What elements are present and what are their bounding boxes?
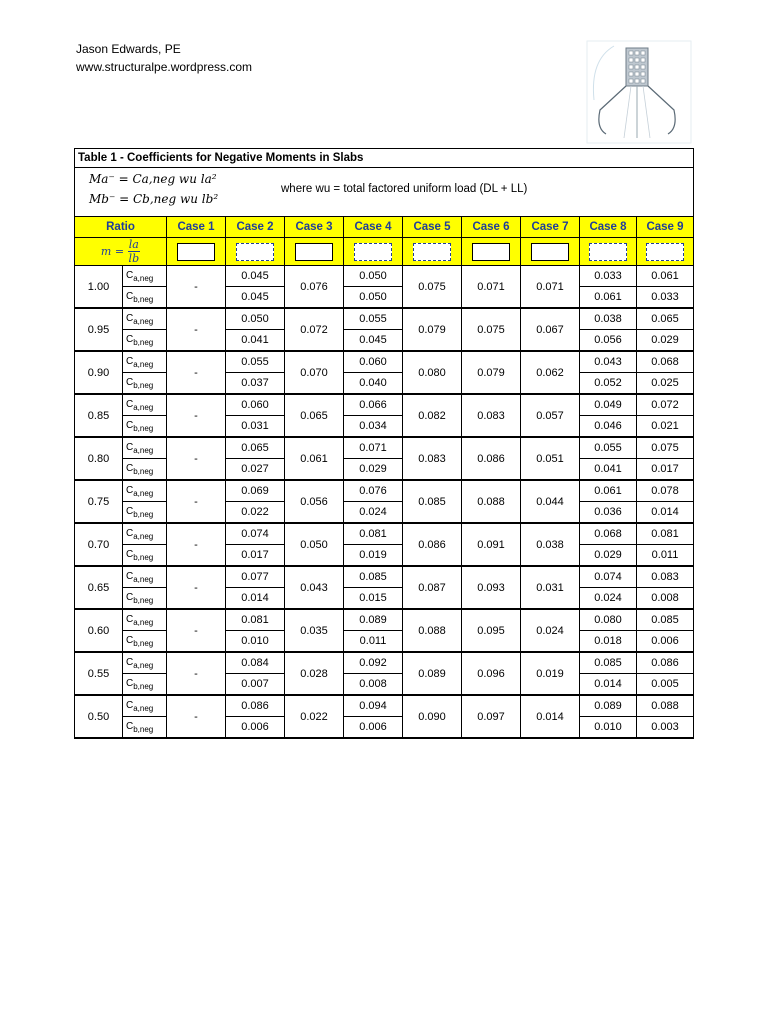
case4-a-value: 0.050: [344, 266, 403, 287]
case-header-8: Case 8: [580, 217, 637, 238]
case3-value: 0.056: [285, 480, 344, 523]
coef-label-a: $C_{a,neg}$: [123, 308, 167, 330]
case4-b-value: 0.050: [344, 287, 403, 309]
case8-b-value: 0.010: [580, 717, 637, 739]
case8-a-value: 0.055: [580, 437, 637, 459]
coef-label-a: $C_{a,neg}$: [123, 566, 167, 588]
case4-b-value: 0.040: [344, 373, 403, 395]
case2-b-value: 0.010: [226, 631, 285, 653]
case4-a-value: 0.055: [344, 308, 403, 330]
case7-value: 0.019: [521, 652, 580, 695]
ratio-value: 0.85: [75, 394, 123, 437]
case5-value: 0.082: [403, 394, 462, 437]
case-diagram-3: [285, 238, 344, 266]
author-website: www.structuralpe.wordpress.com: [76, 60, 253, 74]
case2-a-value: 0.074: [226, 523, 285, 545]
case-diagram-8: [580, 238, 637, 266]
coef-label-a: $C_{a,neg}$: [123, 652, 167, 674]
coef-label-b: $C_{b,neg}$: [123, 588, 167, 610]
case3-value: 0.043: [285, 566, 344, 609]
where-note: where wu = total factored uniform load (DL + LL): [281, 183, 528, 195]
coef-label-a: $C_{a,neg}$: [123, 266, 167, 287]
case3-value: 0.050: [285, 523, 344, 566]
ratio-value: 0.75: [75, 480, 123, 523]
case2-a-value: 0.069: [226, 480, 285, 502]
formula-block: [75, 168, 694, 217]
coef-label-b: $C_{b,neg}$: [123, 545, 167, 567]
ratio-value: 0.90: [75, 351, 123, 394]
case9-b-value: 0.005: [637, 674, 694, 696]
case-header-5: Case 5: [403, 217, 462, 238]
ratio-value: 0.95: [75, 308, 123, 351]
case9-a-value: 0.075: [637, 437, 694, 459]
case2-b-value: 0.041: [226, 330, 285, 352]
case7-value: 0.067: [521, 308, 580, 351]
case6-value: 0.071: [462, 266, 521, 309]
case4-b-value: 0.015: [344, 588, 403, 610]
case1-value: -: [167, 308, 226, 351]
case9-a-value: 0.078: [637, 480, 694, 502]
case4-b-value: 0.024: [344, 502, 403, 524]
case-header-1: Case 1: [167, 217, 226, 238]
case6-value: 0.095: [462, 609, 521, 652]
case8-b-value: 0.014: [580, 674, 637, 696]
coef-label-a: $C_{a,neg}$: [123, 437, 167, 459]
case4-b-value: 0.006: [344, 717, 403, 739]
case4-b-value: 0.029: [344, 459, 403, 481]
case4-b-value: 0.034: [344, 416, 403, 438]
case8-a-value: 0.068: [580, 523, 637, 545]
ratio-value: 0.50: [75, 695, 123, 738]
case2-b-value: 0.014: [226, 588, 285, 610]
coef-label-b: $C_{b,neg}$: [123, 459, 167, 481]
case2-b-value: 0.027: [226, 459, 285, 481]
case-header-2: Case 2: [226, 217, 285, 238]
case6-value: 0.075: [462, 308, 521, 351]
building-logo-icon: [586, 40, 692, 144]
case9-a-value: 0.072: [637, 394, 694, 416]
case7-value: 0.038: [521, 523, 580, 566]
case5-value: 0.075: [403, 266, 462, 309]
case9-b-value: 0.017: [637, 459, 694, 481]
slab-edge-icon: [413, 243, 451, 261]
slab-edge-icon: [646, 243, 684, 261]
case2-a-value: 0.086: [226, 695, 285, 717]
case-diagram-6: [462, 238, 521, 266]
case6-value: 0.097: [462, 695, 521, 738]
case4-a-value: 0.076: [344, 480, 403, 502]
case9-b-value: 0.029: [637, 330, 694, 352]
case-diagram-2: [226, 238, 285, 266]
case1-value: -: [167, 351, 226, 394]
ratio-formula: [75, 238, 167, 266]
case1-value: -: [167, 266, 226, 309]
coefficients-table: [74, 148, 694, 739]
case3-value: 0.061: [285, 437, 344, 480]
case2-a-value: 0.081: [226, 609, 285, 631]
case8-a-value: 0.080: [580, 609, 637, 631]
case2-b-value: 0.031: [226, 416, 285, 438]
case6-value: 0.079: [462, 351, 521, 394]
case8-a-value: 0.038: [580, 308, 637, 330]
slab-edge-icon: [177, 243, 215, 261]
ratio-value: 0.80: [75, 437, 123, 480]
case5-value: 0.083: [403, 437, 462, 480]
case5-value: 0.090: [403, 695, 462, 738]
case2-a-value: 0.050: [226, 308, 285, 330]
coef-label-b: $C_{b,neg}$: [123, 330, 167, 352]
case9-b-value: 0.011: [637, 545, 694, 567]
coef-label-b: $C_{b,neg}$: [123, 287, 167, 309]
case-header-6: Case 6: [462, 217, 521, 238]
case-diagram-5: [403, 238, 462, 266]
case-header-7: Case 7: [521, 217, 580, 238]
coef-label-b: $C_{b,neg}$: [123, 674, 167, 696]
case5-value: 0.089: [403, 652, 462, 695]
case2-b-value: 0.037: [226, 373, 285, 395]
case5-value: 0.086: [403, 523, 462, 566]
case7-value: 0.031: [521, 566, 580, 609]
coef-label-a: $C_{a,neg}$: [123, 523, 167, 545]
case9-b-value: 0.025: [637, 373, 694, 395]
case5-value: 0.087: [403, 566, 462, 609]
case4-a-value: 0.060: [344, 351, 403, 373]
ratio-header: Ratio: [75, 217, 167, 238]
case8-b-value: 0.061: [580, 287, 637, 309]
coef-label-b: $C_{b,neg}$: [123, 717, 167, 739]
case8-b-value: 0.024: [580, 588, 637, 610]
case8-a-value: 0.061: [580, 480, 637, 502]
case9-a-value: 0.088: [637, 695, 694, 717]
case-header-4: Case 4: [344, 217, 403, 238]
author-name: Jason Edwards, PE: [76, 42, 181, 56]
case9-b-value: 0.006: [637, 631, 694, 653]
case9-a-value: 0.068: [637, 351, 694, 373]
case1-value: -: [167, 695, 226, 738]
case-diagram-9: [637, 238, 694, 266]
case-diagram-1: [167, 238, 226, 266]
case4-b-value: 0.008: [344, 674, 403, 696]
case8-a-value: 0.074: [580, 566, 637, 588]
slab-edge-icon: [295, 243, 333, 261]
case6-value: 0.096: [462, 652, 521, 695]
case3-value: 0.022: [285, 695, 344, 738]
ratio-numerator: la: [128, 238, 139, 251]
ratio-value: 0.65: [75, 566, 123, 609]
case8-a-value: 0.085: [580, 652, 637, 674]
coef-label-b: $C_{b,neg}$: [123, 373, 167, 395]
case9-a-value: 0.081: [637, 523, 694, 545]
case4-a-value: 0.081: [344, 523, 403, 545]
case6-value: 0.088: [462, 480, 521, 523]
case1-value: -: [167, 652, 226, 695]
case8-b-value: 0.056: [580, 330, 637, 352]
case6-value: 0.093: [462, 566, 521, 609]
ratio-denominator: lb: [128, 252, 140, 265]
case9-b-value: 0.021: [637, 416, 694, 438]
ratio-value: 0.60: [75, 609, 123, 652]
case5-value: 0.088: [403, 609, 462, 652]
case4-a-value: 0.085: [344, 566, 403, 588]
case3-value: 0.035: [285, 609, 344, 652]
case1-value: -: [167, 609, 226, 652]
formula-ma: Ma⁻ = Ca,neg wu la²: [89, 172, 217, 186]
case7-value: 0.071: [521, 266, 580, 309]
case2-b-value: 0.022: [226, 502, 285, 524]
case2-a-value: 0.060: [226, 394, 285, 416]
case5-value: 0.080: [403, 351, 462, 394]
coef-label-a: $C_{a,neg}$: [123, 480, 167, 502]
case5-value: 0.079: [403, 308, 462, 351]
case2-a-value: 0.065: [226, 437, 285, 459]
case3-value: 0.065: [285, 394, 344, 437]
ratio-value: 0.70: [75, 523, 123, 566]
ratio-value: 0.55: [75, 652, 123, 695]
case8-b-value: 0.041: [580, 459, 637, 481]
case4-b-value: 0.019: [344, 545, 403, 567]
slab-edge-icon: [354, 243, 392, 261]
case4-a-value: 0.092: [344, 652, 403, 674]
case9-b-value: 0.003: [637, 717, 694, 739]
case7-value: 0.024: [521, 609, 580, 652]
case7-value: 0.044: [521, 480, 580, 523]
case6-value: 0.083: [462, 394, 521, 437]
case3-value: 0.072: [285, 308, 344, 351]
coef-label-a: $C_{a,neg}$: [123, 695, 167, 717]
case3-value: 0.076: [285, 266, 344, 309]
case9-a-value: 0.083: [637, 566, 694, 588]
slab-edge-icon: [531, 243, 569, 261]
case-diagram-4: [344, 238, 403, 266]
case8-a-value: 0.089: [580, 695, 637, 717]
case2-b-value: 0.006: [226, 717, 285, 739]
formula-mb: Mb⁻ = Cb,neg wu lb²: [89, 192, 219, 206]
case9-b-value: 0.014: [637, 502, 694, 524]
ratio-value: 1.00: [75, 266, 123, 309]
case2-a-value: 0.055: [226, 351, 285, 373]
slab-edge-icon: [589, 243, 627, 261]
case5-value: 0.085: [403, 480, 462, 523]
table-title: Table 1 - Coefficients for Negative Moments in Slabs: [75, 149, 694, 168]
case-diagram-7: [521, 238, 580, 266]
case4-b-value: 0.011: [344, 631, 403, 653]
case7-value: 0.014: [521, 695, 580, 738]
case9-a-value: 0.061: [637, 266, 694, 287]
case9-a-value: 0.065: [637, 308, 694, 330]
ratio-lhs: m =: [100, 244, 125, 258]
case1-value: -: [167, 437, 226, 480]
case8-b-value: 0.036: [580, 502, 637, 524]
case2-a-value: 0.077: [226, 566, 285, 588]
case3-value: 0.028: [285, 652, 344, 695]
case2-b-value: 0.017: [226, 545, 285, 567]
case7-value: 0.051: [521, 437, 580, 480]
case4-a-value: 0.066: [344, 394, 403, 416]
case1-value: -: [167, 394, 226, 437]
case1-value: -: [167, 523, 226, 566]
case8-a-value: 0.049: [580, 394, 637, 416]
case4-a-value: 0.071: [344, 437, 403, 459]
case2-a-value: 0.084: [226, 652, 285, 674]
case7-value: 0.057: [521, 394, 580, 437]
case9-a-value: 0.085: [637, 609, 694, 631]
case6-value: 0.091: [462, 523, 521, 566]
coef-label-a: $C_{a,neg}$: [123, 351, 167, 373]
case8-a-value: 0.043: [580, 351, 637, 373]
case8-b-value: 0.052: [580, 373, 637, 395]
case6-value: 0.086: [462, 437, 521, 480]
coef-label-b: $C_{b,neg}$: [123, 502, 167, 524]
case7-value: 0.062: [521, 351, 580, 394]
case2-b-value: 0.045: [226, 287, 285, 309]
case9-a-value: 0.086: [637, 652, 694, 674]
author-block: [76, 40, 252, 76]
case9-b-value: 0.033: [637, 287, 694, 309]
case8-b-value: 0.029: [580, 545, 637, 567]
slab-edge-icon: [472, 243, 510, 261]
case4-a-value: 0.089: [344, 609, 403, 631]
case8-b-value: 0.046: [580, 416, 637, 438]
case4-a-value: 0.094: [344, 695, 403, 717]
case2-b-value: 0.007: [226, 674, 285, 696]
case8-b-value: 0.018: [580, 631, 637, 653]
case8-a-value: 0.033: [580, 266, 637, 287]
coef-label-b: $C_{b,neg}$: [123, 631, 167, 653]
case1-value: -: [167, 566, 226, 609]
coef-label-a: $C_{a,neg}$: [123, 609, 167, 631]
case4-b-value: 0.045: [344, 330, 403, 352]
case2-a-value: 0.045: [226, 266, 285, 287]
case-header-3: Case 3: [285, 217, 344, 238]
case9-b-value: 0.008: [637, 588, 694, 610]
case3-value: 0.070: [285, 351, 344, 394]
slab-edge-icon: [236, 243, 274, 261]
coef-label-a: $C_{a,neg}$: [123, 394, 167, 416]
coef-label-b: $C_{b,neg}$: [123, 416, 167, 438]
case1-value: -: [167, 480, 226, 523]
case-header-9: Case 9: [637, 217, 694, 238]
